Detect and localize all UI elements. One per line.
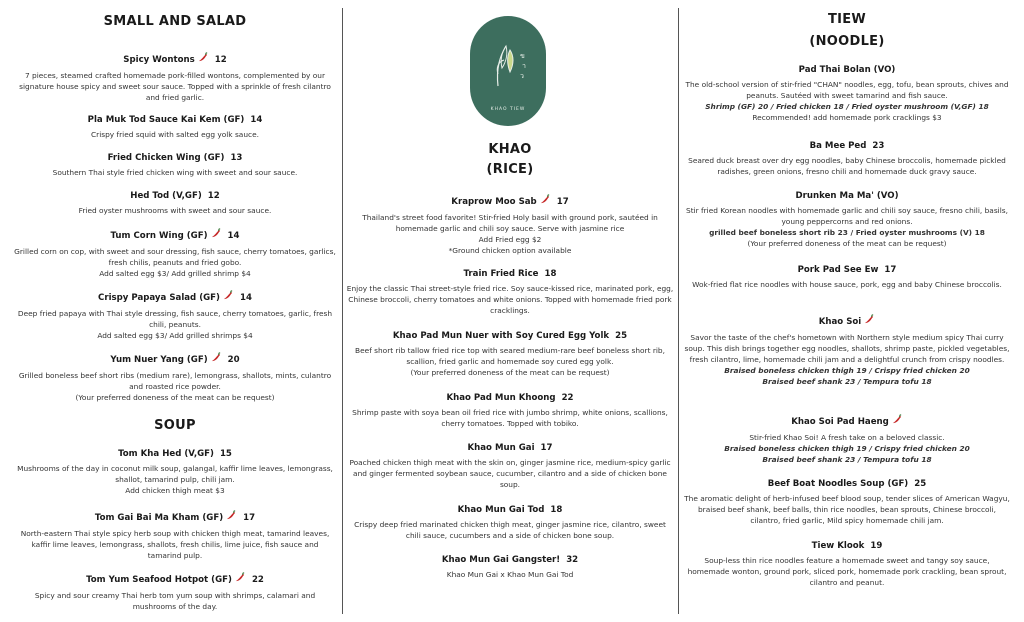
item-description: Spicy and sour creamy Thai herb tom yum soup with shrimps, calamari and mushrooms of the day. xyxy=(34,591,316,611)
svg-text:ข: ข xyxy=(520,52,525,60)
item-description: Khao Mun Gai x Khao Mun Gai Tod xyxy=(446,570,574,579)
item-name: Khao Mun Gai Gangster! xyxy=(441,555,561,565)
item-description: Poached chicken thigh meat with the skin on, ginger jasmine rice, medium-spicy garlic and ginger fermented soybean sauce, cucumber, cilantro and a side of chicken bone soup. xyxy=(349,458,671,489)
item-price: 17 xyxy=(884,265,897,275)
item-name: Tom Yum Seafood Hotpot (GF) xyxy=(86,575,232,585)
item-name: Pad Thai Bolan (VO) xyxy=(798,65,896,75)
item-name: Tom Kha Hed (V,GF) xyxy=(118,449,214,459)
item-price: 18 xyxy=(544,269,557,279)
menu-item xyxy=(684,190,1010,249)
item-description: Stir fried Korean noodles with homemade garlic and chili soy sauce, fresno chili, basils, young peppercorns and red onions. xyxy=(686,206,1008,226)
menu-item xyxy=(346,330,674,378)
item-note: Recommended! add homemade pork cracklings $3 xyxy=(752,113,942,122)
item-price: 13 xyxy=(230,153,243,163)
menu-item xyxy=(14,228,336,279)
item-name: Beef Boat Noodles Soup (GF) xyxy=(767,479,909,489)
item-price: 14 xyxy=(227,231,240,241)
section-subtitle-noodle: (NOODLE) xyxy=(809,34,885,49)
menu-item xyxy=(346,442,674,490)
item-description: Grilled boneless beef short ribs (medium rare), lemongrass, shallots, mints, culantro and roasted rice powder. xyxy=(18,371,332,391)
item-name: Tiew Klook xyxy=(811,541,865,551)
column-divider xyxy=(342,8,343,614)
item-note: (Your preferred doneness of the meat can be request) xyxy=(747,239,947,248)
item-price: 22 xyxy=(561,393,574,403)
item-description: Grilled corn on cop, with sweet and sour dressing, fish sauce, cherry tomatoes, garlics, fresh chilis, peanuts and fried gobo. xyxy=(14,247,336,267)
column-small-and-salad xyxy=(14,0,336,622)
item-note: (Your preferred doneness of the meat can be request) xyxy=(410,368,610,377)
item-name: Spicy Wontons xyxy=(123,55,195,65)
item-description: 7 pieces, steamed crafted homemade pork-filled wontons, complemented by our signature house spicy and sweet sour sauce. Topped with a sprinkle of fresh cilantro and fried garlic. xyxy=(19,71,331,102)
menu-item xyxy=(14,190,336,216)
item-name: Khao Mun Gai Tod xyxy=(457,505,545,515)
item-price: 14 xyxy=(250,115,263,125)
item-description: Enjoy the classic Thai street-style fried rice. Soy sauce-kissed rice, marinated pork, egg, Chinese broccoli, cherry tomatoes and white onions. Topped with homemade fried pork cracklings. xyxy=(346,284,674,315)
menu-item xyxy=(14,52,336,103)
item-price: 17 xyxy=(243,513,256,523)
item-options: Shrimp (GF) 20 / Fried chicken 18 / Fried oyster mushroom (V,GF) 18 xyxy=(705,102,989,111)
menu-item xyxy=(14,152,336,178)
menu-item xyxy=(684,540,1010,588)
item-options: Braised beef shank 23 / Tempura tofu 18 xyxy=(762,455,932,464)
menu-item xyxy=(684,314,1010,387)
item-description: The old-school version of stir-fried "CHAN" noodles, egg, tofu, bean sprouts, chives and peanuts. Sautéed with sweet tamarind and fish sauce. xyxy=(685,80,1009,100)
item-description: Shrimp paste with soya bean oil fried rice with jumbo shrimp, white onions, scallions, cherry tomatoes. Topped with tobiko. xyxy=(352,408,668,428)
item-price: 17 xyxy=(556,197,569,207)
menu-item xyxy=(346,554,674,580)
column-tiew-noodle xyxy=(684,0,1010,622)
item-description: Stir-fried Khao Soi! A fresh take on a beloved classic. xyxy=(749,433,945,442)
chili-pepper-icon xyxy=(864,314,875,329)
chili-pepper-icon xyxy=(223,290,234,305)
item-name: Ba Mee Ped xyxy=(809,141,867,151)
menu-item xyxy=(346,268,674,316)
column-divider xyxy=(678,8,679,614)
column-khao-rice xyxy=(346,0,674,622)
menu-item xyxy=(346,194,674,256)
item-note: *Ground chicken option available xyxy=(448,246,572,255)
chili-pepper-icon xyxy=(211,228,222,243)
section-title-soup: SOUP xyxy=(154,418,196,433)
item-options: grilled beef boneless short rib 23 / Fried oyster mushrooms (V) 18 xyxy=(709,228,985,237)
item-price: 17 xyxy=(540,443,553,453)
svg-text:ว: ว xyxy=(520,72,524,80)
item-description: Wok-fried flat rice noodles with house sauce, pork, egg and baby Chinese broccolis. xyxy=(692,280,1002,289)
restaurant-logo xyxy=(470,16,546,126)
item-description: The aromatic delight of herb-infused beef blood soup, tender slices of American Wagyu, braised beef shank, beef balls, thin rice noodles, bean sprouts, Chinese broccoli, cilantro, fried garlic, Mild spicy homemade chili jam. xyxy=(684,494,1010,525)
item-description: Crispy fried squid with salted egg yolk sauce. xyxy=(91,130,259,139)
item-price: 22 xyxy=(251,575,264,585)
item-name: Khao Soi Pad Haeng xyxy=(791,417,889,427)
menu-item xyxy=(684,140,1010,177)
chili-pepper-icon xyxy=(226,510,237,525)
menu-item xyxy=(346,392,674,429)
chili-pepper-icon xyxy=(211,352,222,367)
section-title-khao: KHAO xyxy=(488,142,532,157)
item-price: 23 xyxy=(872,141,885,151)
menu-item xyxy=(684,478,1010,526)
menu-item xyxy=(684,64,1010,123)
item-addon: Add salted egg $3/ Add grilled shrimps $4 xyxy=(97,331,253,340)
section-title-small-and-salad: SMALL AND SALAD xyxy=(103,14,247,29)
item-name: Tum Corn Wing (GF) xyxy=(110,231,208,241)
item-price: 19 xyxy=(870,541,883,551)
menu-item xyxy=(14,290,336,341)
item-price: 18 xyxy=(550,505,563,515)
item-name: Pla Muk Tod Sauce Kai Kem (GF) xyxy=(87,115,245,125)
svg-text:า: า xyxy=(522,62,526,70)
item-description: Fried oyster mushrooms with sweet and sour sauce. xyxy=(78,206,272,215)
chili-pepper-icon xyxy=(892,414,903,429)
item-description: Seared duck breast over dry egg noodles, baby Chinese broccolis, homemade pickled radishes, green onions, fresno chili and homemade duck gravy sauce. xyxy=(688,156,1006,176)
item-name: Khao Pad Mun Khoong xyxy=(446,393,556,403)
chili-pepper-icon xyxy=(235,572,246,587)
item-price: 12 xyxy=(214,55,227,65)
item-description: Southern Thai style fried chicken wing with sweet and sour sauce. xyxy=(52,168,298,177)
item-options: Braised boneless chicken thigh 19 / Crispy fried chicken 20 xyxy=(724,444,970,453)
item-options: Braised beef shank 23 / Tempura tofu 18 xyxy=(762,377,932,386)
item-description: Soup-less thin rice noodles feature a homemade sweet and tangy soy sauce, homemade wonton, ground pork, sliced pork, homemade pork crackling, bean sprout, cilantro and peanut. xyxy=(687,556,1007,587)
item-name: Train Fried Rice xyxy=(463,269,539,279)
item-description: Crispy deep fried marinated chicken thigh meat, ginger jasmine rice, cilantro, sweet chili sauce, cucumbers and a side of chicken bone soup. xyxy=(354,520,666,540)
menu-item xyxy=(14,114,336,140)
logo-text: KHAO TIEW xyxy=(490,107,526,112)
item-description: Mushrooms of the day in coconut milk soup, galangal, kaffir lime leaves, lemongrass, shallot, tamarind pulp, chili jam. xyxy=(17,464,333,484)
item-description: Savor the taste of the chef's hometown with Northern style medium spicy Thai curry soup. This dish brings together egg noodles, shallots, shrimp paste, pickled vegetables, fresh cilantro, lime, homemade chili jam and a delightful crunch from crispy noodles. xyxy=(684,333,1010,364)
item-name: Khao Pad Mun Nuer with Soy Cured Egg Yolk xyxy=(392,331,610,341)
item-price: 15 xyxy=(219,449,232,459)
menu-item xyxy=(14,352,336,403)
item-options: Braised boneless chicken thigh 19 / Crispy fried chicken 20 xyxy=(724,366,970,375)
menu-item xyxy=(14,510,336,561)
item-name: Tom Gai Bai Ma Kham (GF) xyxy=(94,513,224,523)
section-subtitle-rice: (RICE) xyxy=(486,162,534,177)
item-name: Drunken Ma Ma' (VO) xyxy=(795,191,899,201)
item-price: 25 xyxy=(615,331,628,341)
item-name: Khao Mun Gai xyxy=(467,443,535,453)
item-addon: Add Fried egg $2 xyxy=(478,235,542,244)
item-price: 20 xyxy=(227,355,240,365)
item-price: 25 xyxy=(914,479,927,489)
section-title-tiew: TIEW xyxy=(827,12,867,27)
item-description: North-eastern Thai style spicy herb soup with chicken thigh meat, tamarind leaves, kaffir lime leaves, lemongrass, shallots, fresh chilis, lime juice, fish sauce and tamarind pulp. xyxy=(20,529,330,560)
item-name: Pork Pad See Ew xyxy=(797,265,879,275)
item-addon: Add chicken thigh meat $3 xyxy=(125,486,225,495)
chili-pepper-icon xyxy=(198,52,209,67)
item-name: Hed Tod (V,GF) xyxy=(130,191,202,201)
item-description: Deep fried papaya with Thai style dressing, fish sauce, cherry tomatoes, garlic, fresh chili, peanuts. xyxy=(17,309,333,329)
item-name: Khao Soi xyxy=(818,317,862,327)
item-name: Crispy Papaya Salad (GF) xyxy=(98,293,220,303)
item-name: Fried Chicken Wing (GF) xyxy=(107,153,225,163)
item-name: Kraprow Moo Sab xyxy=(451,197,537,207)
item-price: 32 xyxy=(566,555,579,565)
menu-item xyxy=(14,572,336,612)
item-description: Beef short rib tallow fried rice top with seared medium-rare beef boneless short rib, scallion, fried garlic and homemade soy cured egg yolk. xyxy=(355,346,665,366)
menu-item xyxy=(346,504,674,541)
item-addon: (Your preferred doneness of the meat can be request) xyxy=(75,393,275,402)
item-name: Yum Nuer Yang (GF) xyxy=(110,355,208,365)
item-description: Thailand's street food favorite! Stir-fried Holy basil with ground pork, sautéed in homemade garlic and chili soy sauce. Serve with jasmine rice xyxy=(362,213,658,233)
item-price: 12 xyxy=(207,191,220,201)
item-addon: Add salted egg $3/ Add grilled shrimp $4 xyxy=(99,269,251,278)
item-price: 14 xyxy=(239,293,252,303)
menu-item xyxy=(684,264,1010,290)
menu-item xyxy=(14,448,336,496)
chili-pepper-icon xyxy=(540,194,551,209)
menu-item xyxy=(684,414,1010,465)
